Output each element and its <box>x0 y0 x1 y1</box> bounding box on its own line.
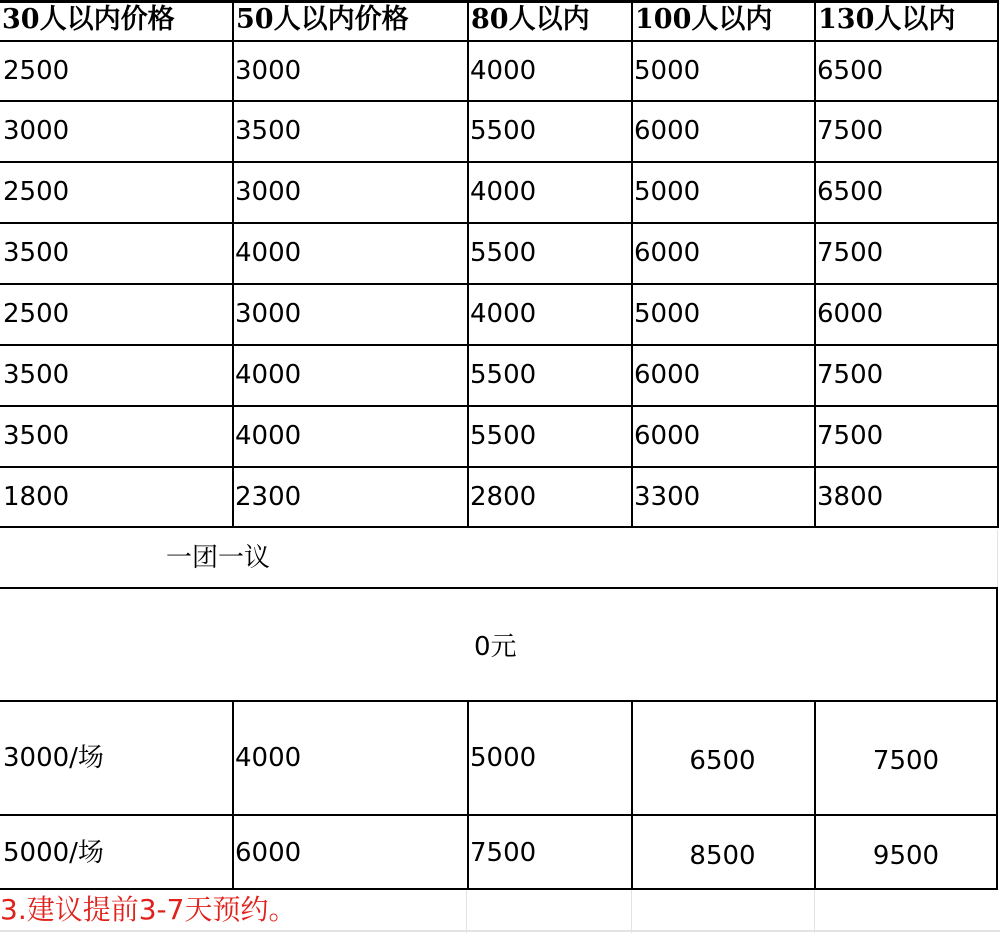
table-cell: 1800 <box>3 482 70 512</box>
column-border <box>997 0 999 528</box>
table-cell: 3000 <box>235 177 302 207</box>
table-border <box>0 0 998 3</box>
table-cell: 4000 <box>470 177 537 207</box>
table-cell: 4000 <box>470 299 537 329</box>
row-border <box>0 814 998 816</box>
table-cell: 5000 <box>634 299 701 329</box>
event-cell: 9500 <box>872 841 940 871</box>
header-cell: 100人以内 <box>635 4 773 35</box>
footer-gridline <box>997 530 998 590</box>
row-border <box>0 100 998 102</box>
footer-gridline <box>466 890 467 933</box>
header-cell: 30人以内价格 <box>2 4 175 35</box>
table-cell: 4000 <box>470 56 537 86</box>
table-cell: 6500 <box>817 56 884 86</box>
table-cell: 2800 <box>470 482 537 512</box>
table-cell: 6000 <box>634 360 701 390</box>
event-cell: 7500 <box>872 746 940 776</box>
table-cell: 6000 <box>634 238 701 268</box>
merged-note: 一团一议 <box>166 543 271 573</box>
row-border <box>0 283 998 285</box>
table-cell: 5500 <box>470 360 537 390</box>
row-border <box>0 222 998 224</box>
event-cell: 4000 <box>235 743 302 773</box>
event-cell: 6500 <box>689 746 756 776</box>
row-border <box>0 587 998 589</box>
table-cell: 6000 <box>634 421 701 451</box>
table-cell: 5500 <box>470 238 537 268</box>
column-border <box>814 0 816 528</box>
table-cell: 5500 <box>470 116 537 146</box>
table-cell: 2300 <box>235 482 302 512</box>
event-cell: 3000/场 <box>3 743 104 773</box>
table-cell: 5000 <box>634 56 701 86</box>
table-cell: 2500 <box>3 177 70 207</box>
row-border <box>0 888 998 890</box>
row-border <box>0 40 998 42</box>
column-border <box>996 587 998 702</box>
table-cell: 3800 <box>817 482 884 512</box>
table-cell: 3300 <box>634 482 701 512</box>
footnote: 3.建议提前3-7天预约。 <box>0 893 297 926</box>
row-border <box>0 700 998 702</box>
table-cell: 3000 <box>3 116 70 146</box>
column-border <box>631 0 633 528</box>
row-border <box>0 161 998 163</box>
event-cell: 7500 <box>470 838 537 868</box>
table-cell: 4000 <box>235 360 302 390</box>
table-cell: 7500 <box>817 360 884 390</box>
table-cell: 5500 <box>470 421 537 451</box>
table-cell: 6000 <box>634 116 701 146</box>
table-cell: 6500 <box>817 177 884 207</box>
table-cell: 3000 <box>235 299 302 329</box>
table-cell: 2500 <box>3 56 70 86</box>
header-cell: 80人以内 <box>471 4 590 35</box>
table-cell: 4000 <box>235 421 302 451</box>
table-cell: 3500 <box>3 360 70 390</box>
header-cell: 130人以内 <box>818 4 956 35</box>
table-cell: 3500 <box>3 421 70 451</box>
table-cell: 7500 <box>817 421 884 451</box>
column-border <box>467 700 469 890</box>
event-cell: 6000 <box>235 838 302 868</box>
table-cell: 3500 <box>3 238 70 268</box>
event-cell: 5000/场 <box>3 838 104 868</box>
footer-gridline <box>814 890 815 933</box>
event-cell: 5000 <box>470 743 537 773</box>
table-cell: 7500 <box>817 238 884 268</box>
header-cell: 50人以内价格 <box>236 4 409 35</box>
row-border <box>0 466 998 468</box>
table-cell: 3000 <box>235 56 302 86</box>
table-cell: 5000 <box>634 177 701 207</box>
column-border <box>232 0 234 528</box>
row-border <box>0 405 998 407</box>
table-cell: 7500 <box>817 116 884 146</box>
column-border <box>467 0 469 528</box>
table-cell: 3500 <box>235 116 302 146</box>
column-border <box>232 700 234 890</box>
table-cell: 4000 <box>235 238 302 268</box>
row-border <box>0 526 998 528</box>
event-cell: 8500 <box>689 841 756 871</box>
table-cell: 6000 <box>817 299 884 329</box>
table-cell: 2500 <box>3 299 70 329</box>
row-border <box>0 344 998 346</box>
footer-gridline <box>0 930 1000 932</box>
footer-gridline <box>631 890 632 933</box>
merged-price: 0元 <box>474 632 517 662</box>
